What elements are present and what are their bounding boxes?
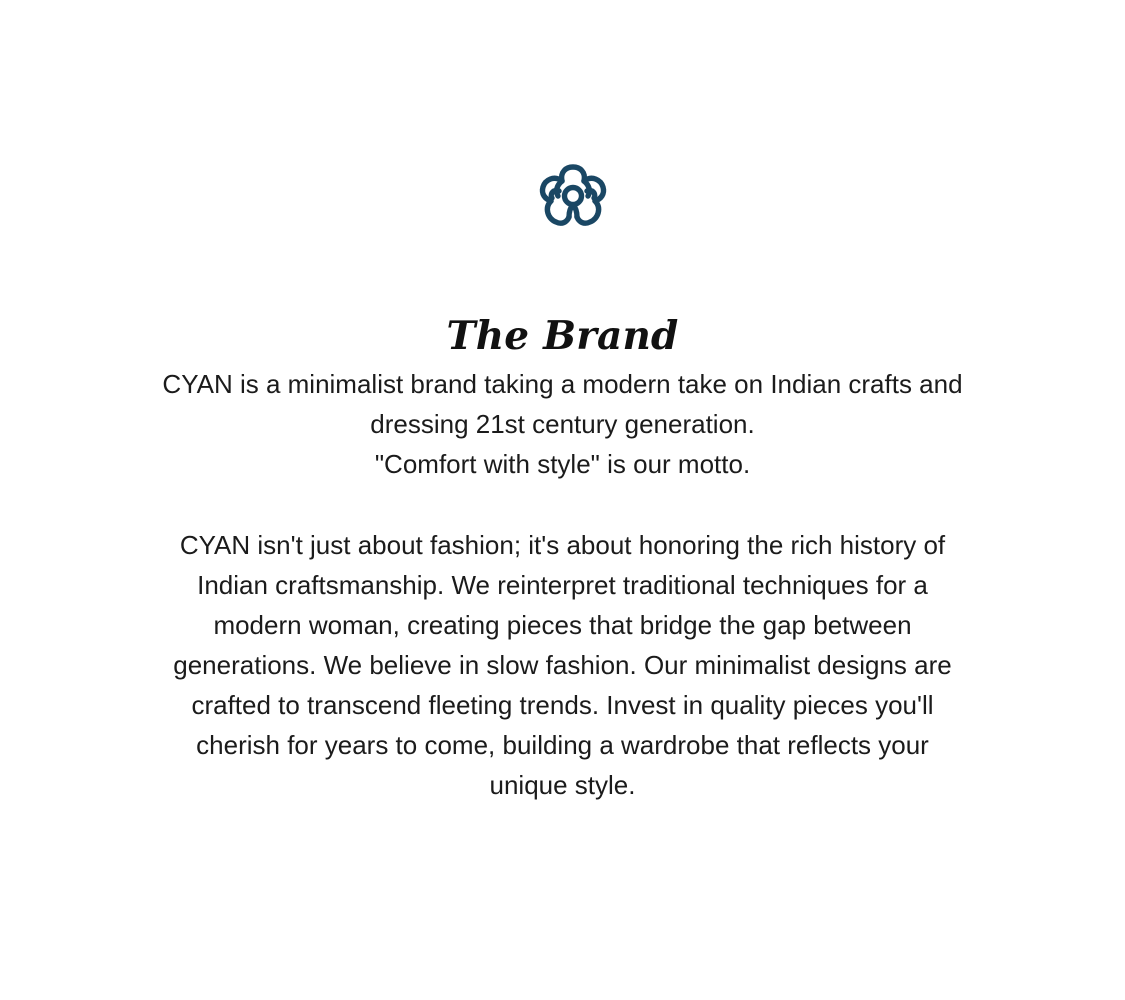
intro-copy (95, 364, 1030, 484)
story-line: generations. We believe in slow fashion. Our minimalist designs are (173, 650, 952, 680)
flower-icon (537, 162, 609, 230)
story-line: modern woman, creating pieces that bridge the gap between (213, 610, 912, 640)
story-line: CYAN isn't just about fashion; it's about honoring the rich history of (179, 530, 946, 560)
flower-petal-mark (562, 167, 585, 181)
intro-line: CYAN is a minimalist brand taking a modern take on Indian crafts and (162, 369, 963, 399)
intro-line: dressing 21st century generation. (370, 409, 755, 439)
story-line: crafted to transcend fleeting trends. Invest in quality pieces you'll (191, 690, 934, 720)
intro-line: "Comfort with style" is our motto. (374, 449, 751, 479)
story-line: Indian craftsmanship. We reinterpret traditional techniques for a (197, 570, 928, 600)
brand-logo (537, 162, 609, 230)
story-line: cherish for years to come, building a wardrobe that reflects your (196, 730, 929, 760)
flower-center-mark (565, 188, 582, 205)
story-line: unique style. (489, 770, 636, 800)
flower-inner-arc-mark (569, 205, 577, 217)
section-title: The Brand (446, 313, 679, 360)
brand-story-copy (95, 525, 1030, 805)
